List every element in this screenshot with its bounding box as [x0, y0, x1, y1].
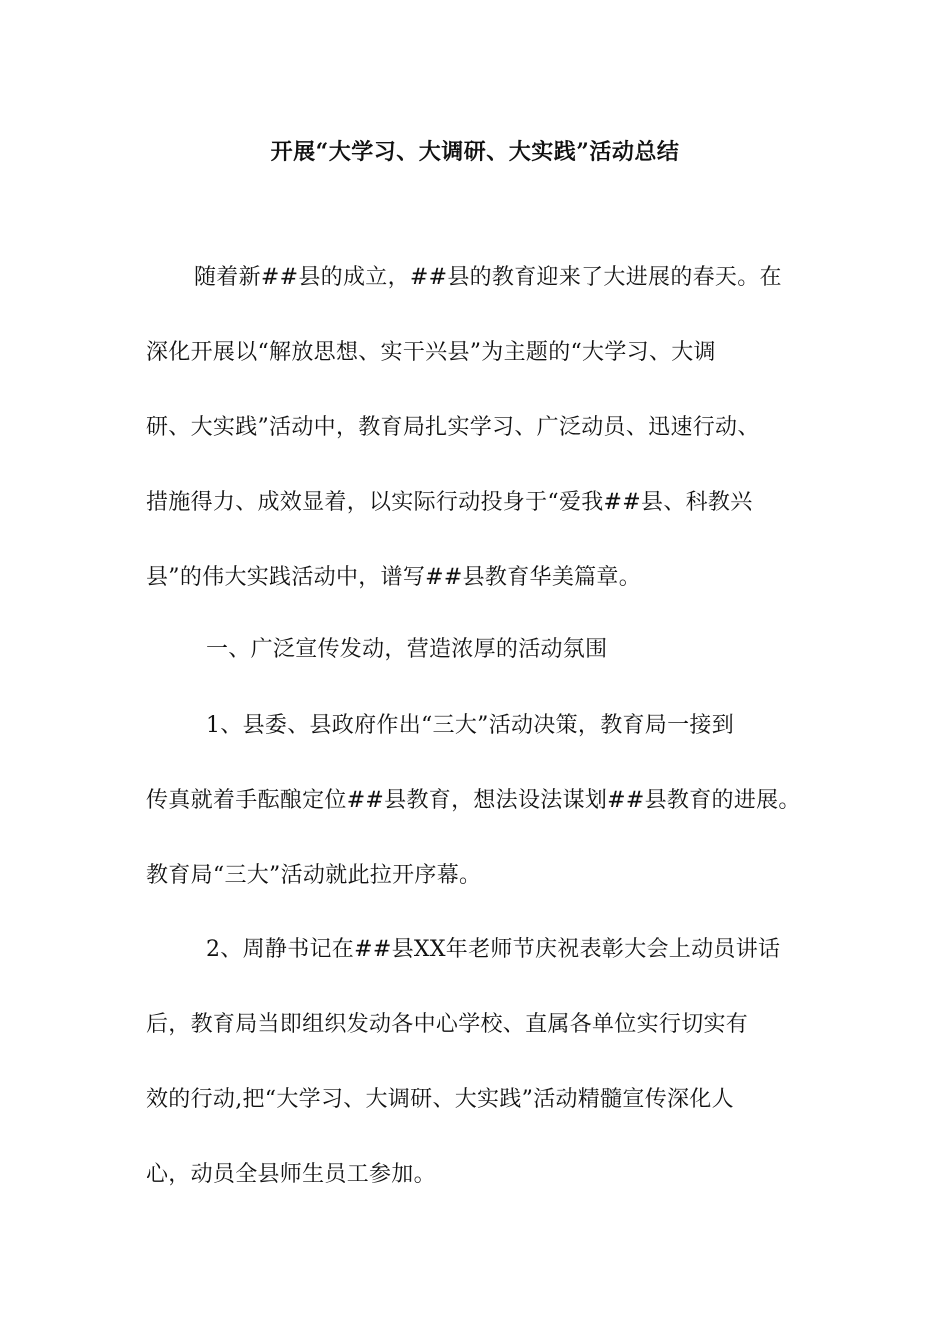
paragraph-line: 研、大实践”活动中，教育局扎实学习、广泛动员、迅速行动、	[146, 415, 760, 440]
paragraph-line: 县”的伟大实践活动中，谱写##县教育华美篇章。	[146, 565, 642, 590]
paragraph-intro	[146, 240, 836, 615]
paragraph-item-2	[146, 912, 836, 1212]
document-title: 开展“大学习、大调研、大实践”活动总结	[270, 139, 680, 165]
paragraph-line: 效的行动,把“大学习、大调研、大实践”活动精髓宣传深化人	[146, 1087, 734, 1112]
paragraph-line: 后，教育局当即组织发动各中心学校、直属各单位实行切实有	[146, 1012, 749, 1037]
paragraph-line: 随着新##县的成立，##县的教育迎来了大进展的春天。在	[194, 265, 782, 290]
paragraph-line: 教育局“三大”活动就此拉开序幕。	[146, 863, 482, 888]
paragraph-line: 心，动员全县师生员工参加。	[146, 1162, 436, 1187]
paragraph-line: 深化开展以“解放思想、实干兴县”为主题的“大学习、大调	[146, 340, 716, 365]
paragraph-line: 传真就着手酝酿定位##县教育，想法设法谋划##县教育的进展。	[146, 788, 801, 813]
paragraph-line: 1、县委、县政府作出“三大”活动决策，教育局一接到	[206, 713, 734, 738]
paragraph-line: 措施得力、成效显着，以实际行动投身于“爱我##县、科教兴	[146, 490, 753, 515]
section-heading-text: 一、广泛宣传发动，营造浓厚的活动氛围	[206, 637, 608, 662]
paragraph-item-1	[146, 688, 836, 913]
paragraph-line: 2、周静书记在##县XX年老师节庆祝表彰大会上动员讲话	[206, 937, 781, 962]
section-heading	[146, 612, 836, 687]
